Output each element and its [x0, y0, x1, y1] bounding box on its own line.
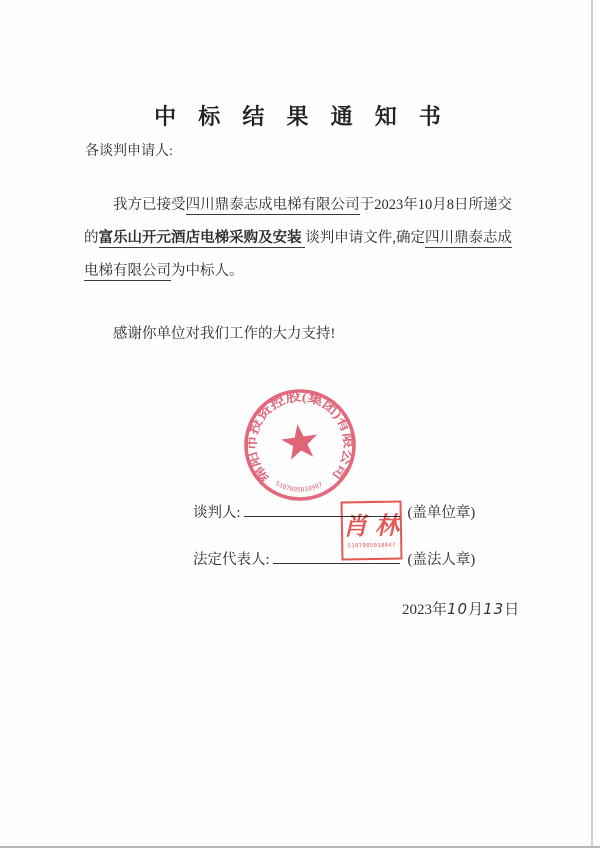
- thanks-line: 感谢你单位对我们工作的大力支持!: [113, 326, 336, 342]
- project-name: 富乐山开元酒店电梯采购及安装: [98, 230, 306, 246]
- negotiator-label: 谈判人:: [193, 505, 241, 521]
- round-company-seal: [242, 387, 358, 503]
- legal-rep-signature-row: [193, 548, 475, 569]
- document-date: [402, 598, 519, 619]
- winning-bidder-name-1: 四川鼎泰志成电梯有限公司: [185, 197, 360, 213]
- date-day-unit: 日: [504, 602, 520, 618]
- date-day-handwritten: 13: [483, 600, 505, 618]
- body-seg2: 于2023年10月8日所递交的: [84, 197, 513, 246]
- document-title: 中 标 结 果 通 知 书: [154, 104, 446, 129]
- seal-company-name: 绵阳市投资控股(集团)有限公司: [244, 389, 356, 485]
- winning-bidder-name-2: 四川鼎泰志成电梯有限公司: [84, 230, 513, 279]
- negotiator-signature-row: [193, 501, 475, 522]
- seal-number: 5107005018987: [274, 480, 324, 494]
- svg-text:5107005018987: [274, 480, 324, 494]
- stamp-person-name: 肖 林: [342, 513, 401, 541]
- seal-star-icon: [279, 422, 320, 461]
- negotiator-suffix: (盖单位章): [407, 505, 476, 521]
- date-year-unit: 年: [432, 602, 448, 618]
- date-year: 2023: [402, 602, 432, 618]
- date-month-handwritten: 10: [447, 600, 469, 618]
- body-seg3: 谈判申请文件,确定: [305, 230, 425, 246]
- body-seg1: 我方已接受: [113, 197, 186, 213]
- body-seg4: 为中标人。: [171, 263, 244, 279]
- date-month-unit: 月: [468, 602, 484, 618]
- stamp-number: 5107005018847: [347, 542, 396, 550]
- salutation-line: 各谈判申请人:: [85, 144, 173, 159]
- legal-rep-suffix: (盖法人章): [407, 552, 476, 568]
- square-name-stamp: [340, 500, 402, 560]
- legal-rep-label: 法定代表人:: [193, 552, 270, 568]
- body-paragraph: [84, 189, 512, 288]
